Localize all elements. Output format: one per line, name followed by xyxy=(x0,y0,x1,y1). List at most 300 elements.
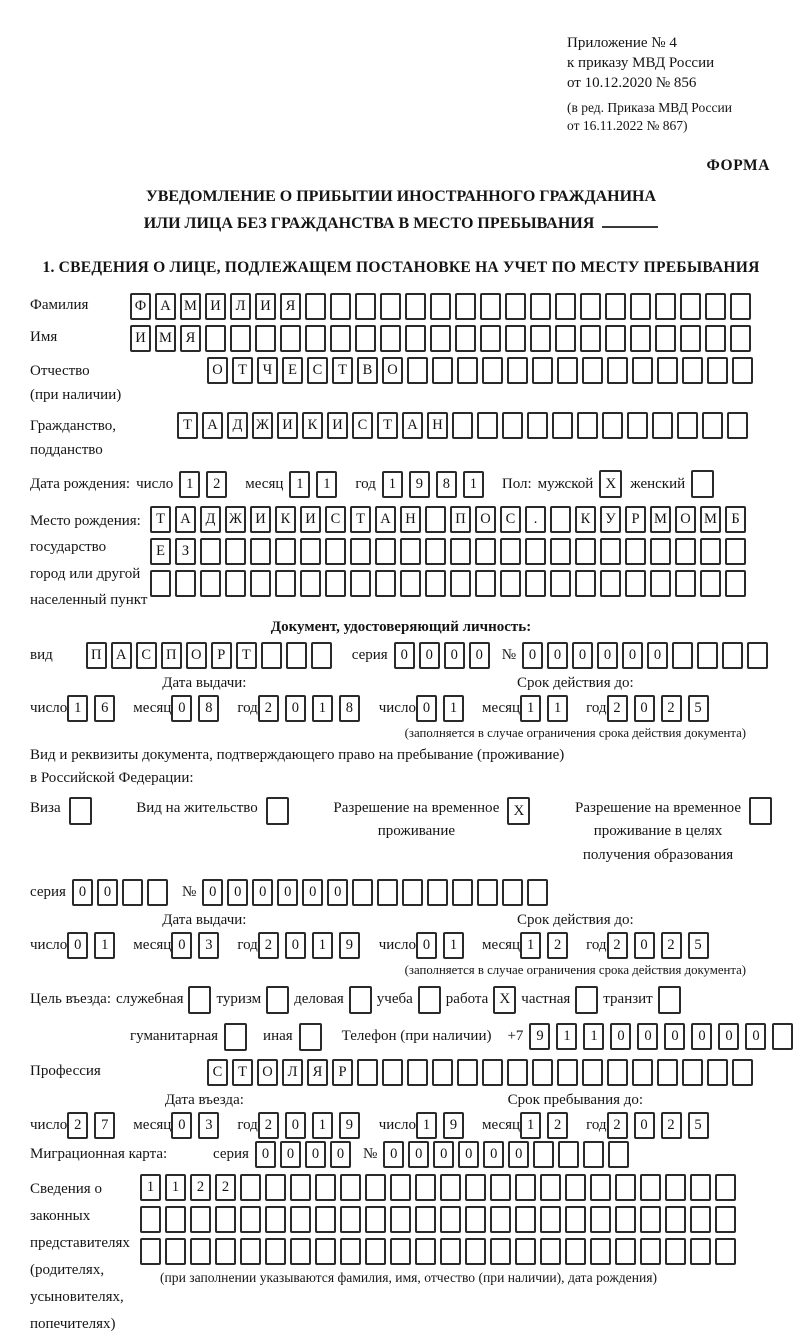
char-cell[interactable]: К xyxy=(275,506,296,533)
char-cell[interactable] xyxy=(607,1059,628,1086)
char-cell[interactable]: Л xyxy=(230,293,251,320)
char-cell[interactable] xyxy=(365,1206,386,1233)
purpose-business-checkbox[interactable] xyxy=(349,986,372,1014)
char-cell[interactable]: 2 xyxy=(661,932,682,959)
char-cell[interactable] xyxy=(440,1206,461,1233)
char-cell[interactable]: 3 xyxy=(198,1112,219,1139)
char-cell[interactable]: 2 xyxy=(547,932,568,959)
char-cell[interactable] xyxy=(655,325,676,352)
char-cell[interactable]: 1 xyxy=(547,695,568,722)
char-cell[interactable]: 1 xyxy=(382,471,403,498)
char-cell[interactable] xyxy=(630,325,651,352)
char-cell[interactable]: И xyxy=(277,412,298,439)
char-cell[interactable] xyxy=(190,1206,211,1233)
char-cell[interactable]: А xyxy=(155,293,176,320)
char-cell[interactable] xyxy=(690,1238,711,1265)
char-cell[interactable] xyxy=(290,1174,311,1201)
char-cell[interactable] xyxy=(507,357,528,384)
char-cell[interactable] xyxy=(725,570,746,597)
char-cell[interactable] xyxy=(200,570,221,597)
char-cell[interactable]: Ч xyxy=(257,357,278,384)
char-cell[interactable] xyxy=(405,293,426,320)
char-cell[interactable]: 9 xyxy=(339,932,360,959)
char-cell[interactable]: 2 xyxy=(547,1112,568,1139)
char-cell[interactable] xyxy=(530,293,551,320)
char-cell[interactable] xyxy=(527,879,548,906)
char-cell[interactable] xyxy=(577,412,598,439)
char-cell[interactable]: 1 xyxy=(520,1112,541,1139)
char-cell[interactable]: 0 xyxy=(280,1141,301,1168)
char-cell[interactable] xyxy=(565,1206,586,1233)
char-cell[interactable]: 7 xyxy=(94,1112,115,1139)
char-cell[interactable]: Н xyxy=(400,506,421,533)
char-cell[interactable] xyxy=(340,1238,361,1265)
char-cell[interactable]: 0 xyxy=(691,1023,712,1050)
char-cell[interactable]: М xyxy=(650,506,671,533)
char-cell[interactable]: Т xyxy=(236,642,257,669)
char-cell[interactable]: 0 xyxy=(634,695,655,722)
char-cell[interactable]: 8 xyxy=(198,695,219,722)
char-cell[interactable] xyxy=(311,642,332,669)
char-cell[interactable] xyxy=(558,1141,579,1168)
char-cell[interactable] xyxy=(507,1059,528,1086)
char-cell[interactable] xyxy=(350,570,371,597)
char-cell[interactable] xyxy=(482,1059,503,1086)
char-cell[interactable] xyxy=(608,1141,629,1168)
char-cell[interactable]: 2 xyxy=(661,695,682,722)
char-cell[interactable] xyxy=(630,293,651,320)
char-cell[interactable] xyxy=(250,570,271,597)
char-cell[interactable] xyxy=(490,1238,511,1265)
char-cell[interactable]: 0 xyxy=(634,932,655,959)
char-cell[interactable]: 0 xyxy=(285,932,306,959)
char-cell[interactable] xyxy=(590,1206,611,1233)
char-cell[interactable]: 0 xyxy=(483,1141,504,1168)
char-cell[interactable] xyxy=(290,1238,311,1265)
char-cell[interactable]: 1 xyxy=(165,1174,186,1201)
char-cell[interactable] xyxy=(407,357,428,384)
char-cell[interactable]: 0 xyxy=(285,695,306,722)
char-cell[interactable]: Я xyxy=(180,325,201,352)
char-cell[interactable] xyxy=(600,538,621,565)
char-cell[interactable]: . xyxy=(525,506,546,533)
char-cell[interactable]: А xyxy=(111,642,132,669)
char-cell[interactable]: 9 xyxy=(529,1023,550,1050)
char-cell[interactable] xyxy=(315,1206,336,1233)
char-cell[interactable] xyxy=(305,325,326,352)
char-cell[interactable] xyxy=(286,642,307,669)
char-cell[interactable]: 2 xyxy=(206,471,227,498)
char-cell[interactable]: И xyxy=(250,506,271,533)
char-cell[interactable] xyxy=(380,293,401,320)
char-cell[interactable] xyxy=(325,570,346,597)
char-cell[interactable]: 9 xyxy=(409,471,430,498)
char-cell[interactable]: И xyxy=(300,506,321,533)
char-cell[interactable] xyxy=(432,357,453,384)
char-cell[interactable] xyxy=(575,570,596,597)
char-cell[interactable]: 0 xyxy=(252,879,273,906)
char-cell[interactable] xyxy=(707,357,728,384)
char-cell[interactable] xyxy=(465,1206,486,1233)
char-cell[interactable] xyxy=(657,1059,678,1086)
char-cell[interactable]: 9 xyxy=(339,1112,360,1139)
char-cell[interactable] xyxy=(607,357,628,384)
char-cell[interactable] xyxy=(457,357,478,384)
char-cell[interactable] xyxy=(772,1023,793,1050)
char-cell[interactable] xyxy=(490,1206,511,1233)
char-cell[interactable] xyxy=(457,1059,478,1086)
char-cell[interactable] xyxy=(677,412,698,439)
char-cell[interactable] xyxy=(540,1206,561,1233)
char-cell[interactable] xyxy=(452,412,473,439)
char-cell[interactable] xyxy=(515,1238,536,1265)
char-cell[interactable] xyxy=(640,1174,661,1201)
char-cell[interactable] xyxy=(615,1174,636,1201)
char-cell[interactable]: Т xyxy=(232,1059,253,1086)
char-cell[interactable] xyxy=(655,293,676,320)
char-cell[interactable] xyxy=(275,570,296,597)
residence-permit-checkbox[interactable] xyxy=(266,797,289,825)
char-cell[interactable] xyxy=(165,1206,186,1233)
char-cell[interactable]: 0 xyxy=(597,642,618,669)
char-cell[interactable]: А xyxy=(375,506,396,533)
char-cell[interactable]: Я xyxy=(280,293,301,320)
char-cell[interactable] xyxy=(675,570,696,597)
char-cell[interactable] xyxy=(250,538,271,565)
char-cell[interactable]: А xyxy=(402,412,423,439)
char-cell[interactable] xyxy=(225,538,246,565)
char-cell[interactable]: 0 xyxy=(408,1141,429,1168)
char-cell[interactable] xyxy=(415,1174,436,1201)
char-cell[interactable] xyxy=(640,1206,661,1233)
char-cell[interactable] xyxy=(215,1206,236,1233)
char-cell[interactable]: 0 xyxy=(745,1023,766,1050)
char-cell[interactable]: 0 xyxy=(664,1023,685,1050)
char-cell[interactable] xyxy=(450,538,471,565)
char-cell[interactable]: 0 xyxy=(444,642,465,669)
char-cell[interactable] xyxy=(625,538,646,565)
char-cell[interactable] xyxy=(557,1059,578,1086)
char-cell[interactable] xyxy=(440,1238,461,1265)
char-cell[interactable] xyxy=(702,412,723,439)
char-cell[interactable] xyxy=(527,412,548,439)
char-cell[interactable] xyxy=(477,879,498,906)
char-cell[interactable] xyxy=(502,412,523,439)
fill-in-blank-line[interactable] xyxy=(602,214,658,228)
char-cell[interactable] xyxy=(400,570,421,597)
char-cell[interactable] xyxy=(255,325,276,352)
char-cell[interactable] xyxy=(200,538,221,565)
char-cell[interactable] xyxy=(715,1174,736,1201)
char-cell[interactable] xyxy=(300,538,321,565)
char-cell[interactable]: 1 xyxy=(443,695,464,722)
char-cell[interactable] xyxy=(365,1174,386,1201)
char-cell[interactable]: 1 xyxy=(312,932,333,959)
char-cell[interactable]: 1 xyxy=(289,471,310,498)
char-cell[interactable] xyxy=(465,1238,486,1265)
char-cell[interactable]: 1 xyxy=(416,1112,437,1139)
char-cell[interactable] xyxy=(205,325,226,352)
char-cell[interactable] xyxy=(375,538,396,565)
char-cell[interactable]: О xyxy=(675,506,696,533)
char-cell[interactable] xyxy=(240,1174,261,1201)
char-cell[interactable] xyxy=(355,325,376,352)
char-cell[interactable]: В xyxy=(357,357,378,384)
char-cell[interactable] xyxy=(705,293,726,320)
char-cell[interactable]: Р xyxy=(211,642,232,669)
char-cell[interactable]: 0 xyxy=(227,879,248,906)
char-cell[interactable] xyxy=(580,293,601,320)
char-cell[interactable]: Б xyxy=(725,506,746,533)
char-cell[interactable] xyxy=(405,325,426,352)
char-cell[interactable]: З xyxy=(175,538,196,565)
char-cell[interactable] xyxy=(400,538,421,565)
char-cell[interactable] xyxy=(475,570,496,597)
char-cell[interactable] xyxy=(530,325,551,352)
char-cell[interactable] xyxy=(455,293,476,320)
char-cell[interactable]: 1 xyxy=(443,932,464,959)
char-cell[interactable] xyxy=(590,1174,611,1201)
char-cell[interactable] xyxy=(550,538,571,565)
char-cell[interactable] xyxy=(722,642,743,669)
char-cell[interactable] xyxy=(632,1059,653,1086)
char-cell[interactable]: 1 xyxy=(556,1023,577,1050)
char-cell[interactable] xyxy=(575,538,596,565)
char-cell[interactable] xyxy=(550,506,571,533)
char-cell[interactable] xyxy=(482,357,503,384)
char-cell[interactable]: Т xyxy=(350,506,371,533)
char-cell[interactable]: 0 xyxy=(622,642,643,669)
char-cell[interactable] xyxy=(725,538,746,565)
char-cell[interactable]: Д xyxy=(200,506,221,533)
purpose-other-checkbox[interactable] xyxy=(299,1023,322,1051)
char-cell[interactable] xyxy=(265,1174,286,1201)
char-cell[interactable]: Р xyxy=(332,1059,353,1086)
char-cell[interactable] xyxy=(452,879,473,906)
char-cell[interactable] xyxy=(582,1059,603,1086)
char-cell[interactable]: С xyxy=(136,642,157,669)
char-cell[interactable]: У xyxy=(600,506,621,533)
char-cell[interactable] xyxy=(150,570,171,597)
char-cell[interactable]: 2 xyxy=(607,932,628,959)
char-cell[interactable]: 0 xyxy=(285,1112,306,1139)
char-cell[interactable] xyxy=(265,1238,286,1265)
char-cell[interactable] xyxy=(261,642,282,669)
char-cell[interactable] xyxy=(515,1174,536,1201)
char-cell[interactable] xyxy=(240,1206,261,1233)
char-cell[interactable] xyxy=(375,570,396,597)
char-cell[interactable] xyxy=(540,1174,561,1201)
char-cell[interactable] xyxy=(700,570,721,597)
char-cell[interactable]: 1 xyxy=(179,471,200,498)
char-cell[interactable] xyxy=(355,293,376,320)
char-cell[interactable] xyxy=(390,1206,411,1233)
visa-checkbox[interactable] xyxy=(69,797,92,825)
char-cell[interactable] xyxy=(505,325,526,352)
char-cell[interactable] xyxy=(602,412,623,439)
char-cell[interactable] xyxy=(330,325,351,352)
char-cell[interactable] xyxy=(675,538,696,565)
char-cell[interactable]: 0 xyxy=(634,1112,655,1139)
char-cell[interactable]: О xyxy=(186,642,207,669)
char-cell[interactable] xyxy=(605,325,626,352)
char-cell[interactable] xyxy=(430,293,451,320)
char-cell[interactable] xyxy=(240,1238,261,1265)
char-cell[interactable]: О xyxy=(207,357,228,384)
char-cell[interactable]: Ж xyxy=(225,506,246,533)
char-cell[interactable]: 0 xyxy=(433,1141,454,1168)
char-cell[interactable] xyxy=(615,1206,636,1233)
char-cell[interactable] xyxy=(627,412,648,439)
char-cell[interactable]: 5 xyxy=(688,932,709,959)
char-cell[interactable] xyxy=(175,570,196,597)
char-cell[interactable] xyxy=(700,538,721,565)
char-cell[interactable]: Т xyxy=(150,506,171,533)
char-cell[interactable]: М xyxy=(180,293,201,320)
char-cell[interactable] xyxy=(665,1238,686,1265)
char-cell[interactable] xyxy=(390,1174,411,1201)
char-cell[interactable]: 0 xyxy=(202,879,223,906)
char-cell[interactable]: 0 xyxy=(416,695,437,722)
char-cell[interactable]: И xyxy=(205,293,226,320)
char-cell[interactable] xyxy=(300,570,321,597)
char-cell[interactable]: 2 xyxy=(258,932,279,959)
char-cell[interactable] xyxy=(580,325,601,352)
char-cell[interactable]: 5 xyxy=(688,1112,709,1139)
char-cell[interactable]: Е xyxy=(150,538,171,565)
char-cell[interactable] xyxy=(490,1174,511,1201)
char-cell[interactable] xyxy=(532,357,553,384)
char-cell[interactable]: И xyxy=(130,325,151,352)
char-cell[interactable] xyxy=(230,325,251,352)
char-cell[interactable]: Л xyxy=(282,1059,303,1086)
char-cell[interactable] xyxy=(533,1141,554,1168)
char-cell[interactable] xyxy=(555,325,576,352)
male-checkbox[interactable]: X xyxy=(599,470,622,498)
char-cell[interactable]: Р xyxy=(625,506,646,533)
char-cell[interactable] xyxy=(165,1238,186,1265)
char-cell[interactable] xyxy=(140,1238,161,1265)
char-cell[interactable] xyxy=(325,538,346,565)
char-cell[interactable]: 1 xyxy=(312,1112,333,1139)
char-cell[interactable] xyxy=(365,1238,386,1265)
char-cell[interactable]: А xyxy=(202,412,223,439)
char-cell[interactable]: 1 xyxy=(94,932,115,959)
char-cell[interactable] xyxy=(427,879,448,906)
char-cell[interactable] xyxy=(632,357,653,384)
char-cell[interactable] xyxy=(340,1174,361,1201)
char-cell[interactable] xyxy=(465,1174,486,1201)
char-cell[interactable]: М xyxy=(155,325,176,352)
char-cell[interactable] xyxy=(705,325,726,352)
char-cell[interactable] xyxy=(525,570,546,597)
char-cell[interactable] xyxy=(440,1174,461,1201)
char-cell[interactable] xyxy=(425,538,446,565)
char-cell[interactable]: 0 xyxy=(508,1141,529,1168)
char-cell[interactable]: Т xyxy=(232,357,253,384)
char-cell[interactable]: 0 xyxy=(171,695,192,722)
char-cell[interactable] xyxy=(590,1238,611,1265)
char-cell[interactable]: И xyxy=(327,412,348,439)
char-cell[interactable]: 0 xyxy=(67,932,88,959)
char-cell[interactable] xyxy=(697,642,718,669)
char-cell[interactable] xyxy=(315,1174,336,1201)
char-cell[interactable] xyxy=(732,1059,753,1086)
char-cell[interactable]: И xyxy=(255,293,276,320)
char-cell[interactable]: Т xyxy=(177,412,198,439)
char-cell[interactable] xyxy=(305,293,326,320)
char-cell[interactable] xyxy=(532,1059,553,1086)
char-cell[interactable] xyxy=(425,570,446,597)
char-cell[interactable]: М xyxy=(700,506,721,533)
char-cell[interactable]: О xyxy=(475,506,496,533)
char-cell[interactable]: О xyxy=(257,1059,278,1086)
char-cell[interactable]: 3 xyxy=(198,932,219,959)
purpose-humanitarian-checkbox[interactable] xyxy=(224,1023,247,1051)
char-cell[interactable] xyxy=(550,570,571,597)
char-cell[interactable]: 1 xyxy=(67,695,88,722)
char-cell[interactable]: 0 xyxy=(469,642,490,669)
char-cell[interactable] xyxy=(540,1238,561,1265)
purpose-tourism-checkbox[interactable] xyxy=(266,986,289,1014)
char-cell[interactable]: К xyxy=(302,412,323,439)
char-cell[interactable]: 0 xyxy=(302,879,323,906)
char-cell[interactable] xyxy=(275,538,296,565)
char-cell[interactable]: О xyxy=(382,357,403,384)
char-cell[interactable] xyxy=(415,1206,436,1233)
char-cell[interactable]: С xyxy=(207,1059,228,1086)
char-cell[interactable] xyxy=(390,1238,411,1265)
char-cell[interactable] xyxy=(377,879,398,906)
char-cell[interactable] xyxy=(505,293,526,320)
char-cell[interactable]: С xyxy=(307,357,328,384)
char-cell[interactable] xyxy=(690,1174,711,1201)
char-cell[interactable] xyxy=(352,879,373,906)
char-cell[interactable] xyxy=(732,357,753,384)
char-cell[interactable]: 0 xyxy=(718,1023,739,1050)
purpose-study-checkbox[interactable] xyxy=(418,986,441,1014)
char-cell[interactable]: П xyxy=(161,642,182,669)
char-cell[interactable] xyxy=(455,325,476,352)
char-cell[interactable] xyxy=(415,1238,436,1265)
char-cell[interactable] xyxy=(552,412,573,439)
char-cell[interactable] xyxy=(680,293,701,320)
char-cell[interactable]: П xyxy=(86,642,107,669)
char-cell[interactable]: К xyxy=(575,506,596,533)
char-cell[interactable] xyxy=(557,357,578,384)
char-cell[interactable]: Я xyxy=(307,1059,328,1086)
female-checkbox[interactable] xyxy=(691,470,714,498)
char-cell[interactable]: 1 xyxy=(520,932,541,959)
char-cell[interactable]: 6 xyxy=(94,695,115,722)
char-cell[interactable] xyxy=(650,570,671,597)
char-cell[interactable] xyxy=(652,412,673,439)
char-cell[interactable]: 1 xyxy=(583,1023,604,1050)
char-cell[interactable]: 2 xyxy=(258,1112,279,1139)
char-cell[interactable]: 0 xyxy=(458,1141,479,1168)
char-cell[interactable] xyxy=(665,1206,686,1233)
char-cell[interactable]: 0 xyxy=(171,932,192,959)
char-cell[interactable]: 0 xyxy=(277,879,298,906)
char-cell[interactable] xyxy=(690,1206,711,1233)
char-cell[interactable]: 8 xyxy=(436,471,457,498)
char-cell[interactable]: 0 xyxy=(255,1141,276,1168)
char-cell[interactable] xyxy=(727,412,748,439)
char-cell[interactable] xyxy=(730,325,751,352)
char-cell[interactable] xyxy=(555,293,576,320)
char-cell[interactable] xyxy=(147,879,168,906)
char-cell[interactable] xyxy=(707,1059,728,1086)
